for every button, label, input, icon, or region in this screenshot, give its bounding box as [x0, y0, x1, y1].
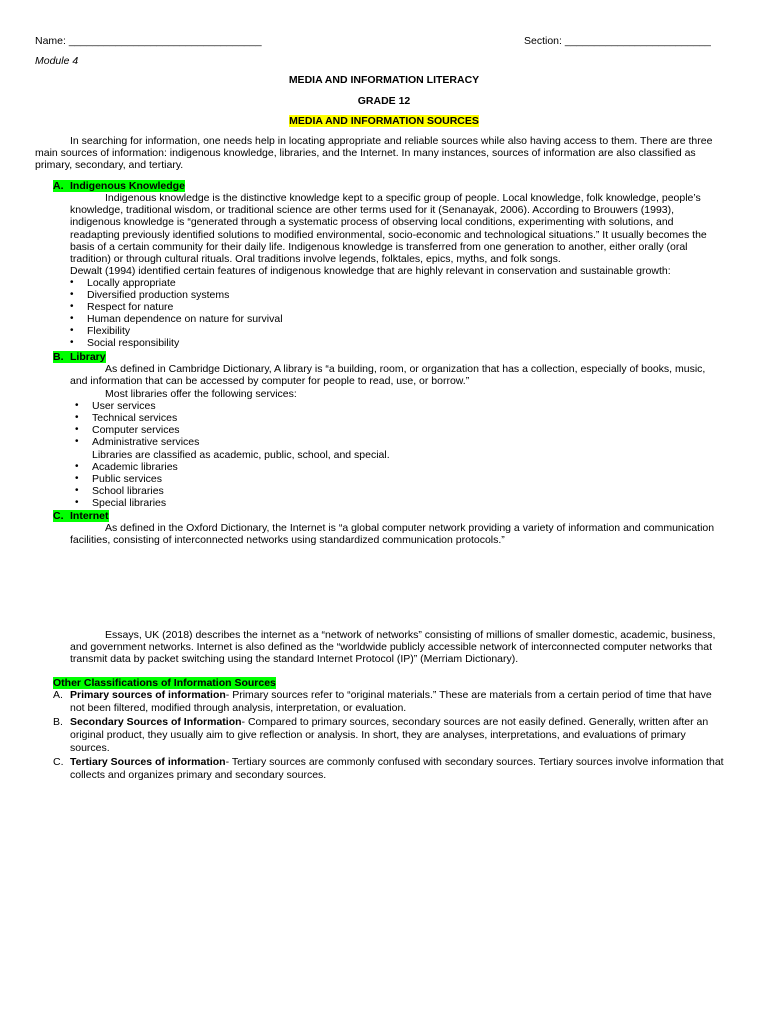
list-item: • Diversified production systems	[87, 289, 283, 301]
list-item: • User services	[92, 400, 199, 412]
section-c-heading	[53, 510, 109, 522]
list-item: • Flexibility	[87, 325, 283, 337]
internet-definition-paragraph: Essays, UK (2018) describes the internet as a “network of networks” consisting of millions of smaller domestic, academic, business, and government networks. Internet is also defined as the “worldwide publicly accessible network of interconnected computer networks that transmit data by packet switching using the standard Internet Protocol (IP)” (Merriam Dictionary).	[70, 629, 716, 666]
dewalt-paragraph: Dewalt (1994) identified certain features of indigenous knowledge that are highly relevant in conservation and sustainable growth:	[70, 265, 671, 277]
services-list	[92, 400, 199, 448]
classification-desc: - Primary sources refer to “original materials.” These are materials from a certain period of time that have not been filtered, modified through analysis, interpretation, or evaluation.	[70, 689, 712, 715]
section-c-paragraph: As defined in the Oxford Dictionary, the Internet is “a global computer network providing a variety of information and communication facilities, consisting of interconnected networks using standardized communication protocols.”	[70, 522, 715, 547]
topic-title: MEDIA AND INFORMATION SOURCES	[289, 115, 479, 127]
list-item: • Administrative services	[92, 436, 199, 448]
section-a-letter: A.	[53, 180, 64, 192]
classification-letter: A.	[53, 689, 63, 701]
list-item: • Computer services	[92, 424, 199, 436]
list-item: • School libraries	[92, 485, 178, 497]
list-item: • Public services	[92, 473, 178, 485]
section-b-letter: B.	[53, 351, 64, 363]
list-item: • Respect for nature	[87, 301, 283, 313]
section-b-paragraph: As defined in Cambridge Dictionary, A library is “a building, room, or organization that has a collection, especially of books, music, and information that can be accessed by computer for people to read, use, or borrow.”	[70, 363, 706, 388]
classification-desc: - Tertiary sources are commonly confused with secondary sources. Tertiary sources involve information that collects and organizes primary and secondary sources.	[70, 756, 724, 782]
section-a-title: Indigenous Knowledge	[70, 180, 185, 192]
section-b-title: Library	[70, 351, 106, 363]
classification-term: Secondary Sources of Information	[70, 716, 242, 728]
list-item: • Academic libraries	[92, 461, 178, 473]
section-c-title: Internet	[70, 510, 109, 522]
name-field: Name: _________________________________	[35, 35, 262, 47]
classification-letter: B.	[53, 716, 63, 728]
features-list	[87, 277, 283, 350]
list-item: • Technical services	[92, 412, 199, 424]
classification-item-primary	[53, 689, 725, 715]
intro-paragraph: In searching for information, one needs help in locating appropriate and reliable sources while also having access to them. There are three main sources of information: indigenous knowledge, libraries, and the Internet. In many instances, sources of information are also classified as primary, secondary, and tertiary.	[35, 135, 713, 172]
services-intro: Most libraries offer the following services:	[105, 388, 297, 400]
section-a-paragraph: Indigenous knowledge is the distinctive knowledge kept to a specific group of people. Local knowledge, folk knowledge, people’s knowledge, traditional wisdom, or traditional science are other terms used for it (Senanayak, 2006). According to Brouwers (1993), indigenous knowledge is “generated through a systematic process of observing local conditions, experimenting with solutions, and readapting previously identified solutions to modified environmental, socio-economic and technological situations.” It usually becomes the basis of a certain community for their daily life. Indigenous knowledge is transferred from one generation to another, either orally (oral tradition) or through cultural rituals. Oral traditions involve legends, folktales, epics, myths, and folk songs.	[70, 192, 707, 266]
list-item: • Human dependence on nature for survival	[87, 313, 283, 325]
classification-term: Tertiary Sources of information	[70, 756, 226, 768]
other-classifications-title: Other Classifications of Information Sources	[53, 677, 276, 689]
section-field: Section: _________________________	[524, 35, 711, 47]
types-intro: Libraries are classified as academic, public, school, and special.	[92, 449, 390, 461]
list-item: • Social responsibility	[87, 337, 283, 349]
module-label: Module 4	[35, 55, 79, 67]
section-b-heading	[53, 351, 106, 363]
classification-term: Primary sources of information	[70, 689, 226, 701]
classification-desc: - Compared to primary sources, secondary sources are not easily defined. Generally, written after an original product, they usually aim to give reflection or analysis. In short, they are analyses, interpretations, and evaluations of primary sources.	[70, 716, 709, 755]
list-item: • Special libraries	[92, 497, 178, 509]
grade-title: GRADE 12	[357, 95, 411, 107]
list-item: • Locally appropriate	[87, 277, 283, 289]
classification-item-tertiary	[53, 756, 725, 782]
library-types-list	[92, 461, 178, 509]
other-classifications-heading	[53, 677, 276, 689]
topic-title-wrap	[0, 115, 768, 127]
section-c-letter: C.	[53, 510, 64, 522]
classification-item-secondary	[53, 716, 725, 756]
course-title: MEDIA AND INFORMATION LITERACY	[288, 74, 480, 86]
section-a-heading	[53, 180, 185, 192]
classification-letter: C.	[53, 756, 64, 768]
